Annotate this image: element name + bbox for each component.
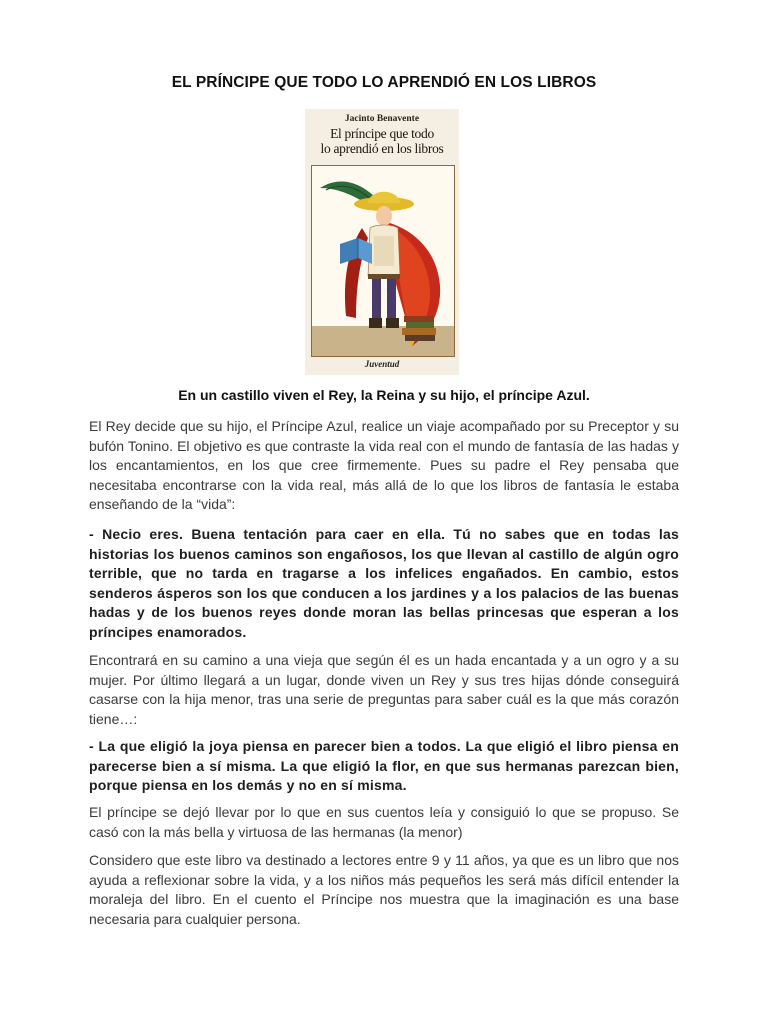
quote-paragraph: - La que eligió la joya piensa en parecer bien a todos. La que eligió el libro piensa en parecerse bien a sí misma. La que eligió la flor, en que sus hermanas parezcan bien, porque piensa en los demás y no en sí misma. xyxy=(89,738,679,793)
paragraph: El Rey decide que su hijo, el Príncipe Azul, realice un viaje acompañado por su Preceptor y su bufón Tonino. El objetivo es que contraste la vida real con el mundo de fantasía de las hadas y los encantamientos, en los que cree firmemente. Pues su padre el Rey pensaba que necesitaba encontrarse con la vida real, más allá de lo que los libros de fantasía le estaba enseñando de la “vida”: xyxy=(89,418,679,512)
paragraph: Encontrará en su camino a una vieja que según él es un hada encantada y a un ogro y a su mujer. Por último llegará a un lugar, donde viven un Rey y sus tres hijas dónde conseguirá casarse con la hija menor, tras una serie de preguntas para saber cuál es la que más corazón tiene…: xyxy=(89,652,679,727)
cover-title xyxy=(305,126,459,156)
cover-title-line1: El príncipe que todo xyxy=(330,126,434,141)
paragraph: Considero que este libro va destinado a lectores entre 9 y 11 años, ya que es un libro que nos ayuda a reflexionar sobre la vida, y a los niños más pequeños les será más difícil entender la moraleja del libro. En el cuento el Príncipe nos muestra que la imaginación es una base necesaria para cualquier persona. xyxy=(89,852,679,927)
paragraph: El príncipe se dejó llevar por lo que en sus cuentos leía y consiguió lo que se propuso. Se casó con la más bella y virtuosa de las hermanas (la menor) xyxy=(89,804,679,840)
document-title: EL PRÍNCIPE QUE TODO LO APRENDIÓ EN LOS LIBROS xyxy=(171,74,597,91)
quote-paragraph: - Necio eres. Buena tentación para caer en ella. Tú no sabes que en todas las historias los buenos caminos son engañosos, los que llevan al castillo de algún ogro terrible, que no tarda en tragarse a los infelices engañados. En cambio, estos senderos ásperos son los que conducen a los jardines y a los palacios de las buenas hadas y de los buenos reyes donde moran las bellas princesas que esperan a los príncipes enamorados. xyxy=(89,526,679,640)
document-subtitle: En un castillo viven el Rey, la Reina y su hijo, el príncipe Azul. xyxy=(178,387,590,403)
cover-author: Jacinto Benavente xyxy=(344,114,420,124)
cover-publisher: Juventud xyxy=(364,359,400,369)
cover-title-line2: lo aprendió en los libros xyxy=(320,141,444,156)
cover-illustration xyxy=(311,165,455,357)
book-cover-image xyxy=(305,109,459,375)
